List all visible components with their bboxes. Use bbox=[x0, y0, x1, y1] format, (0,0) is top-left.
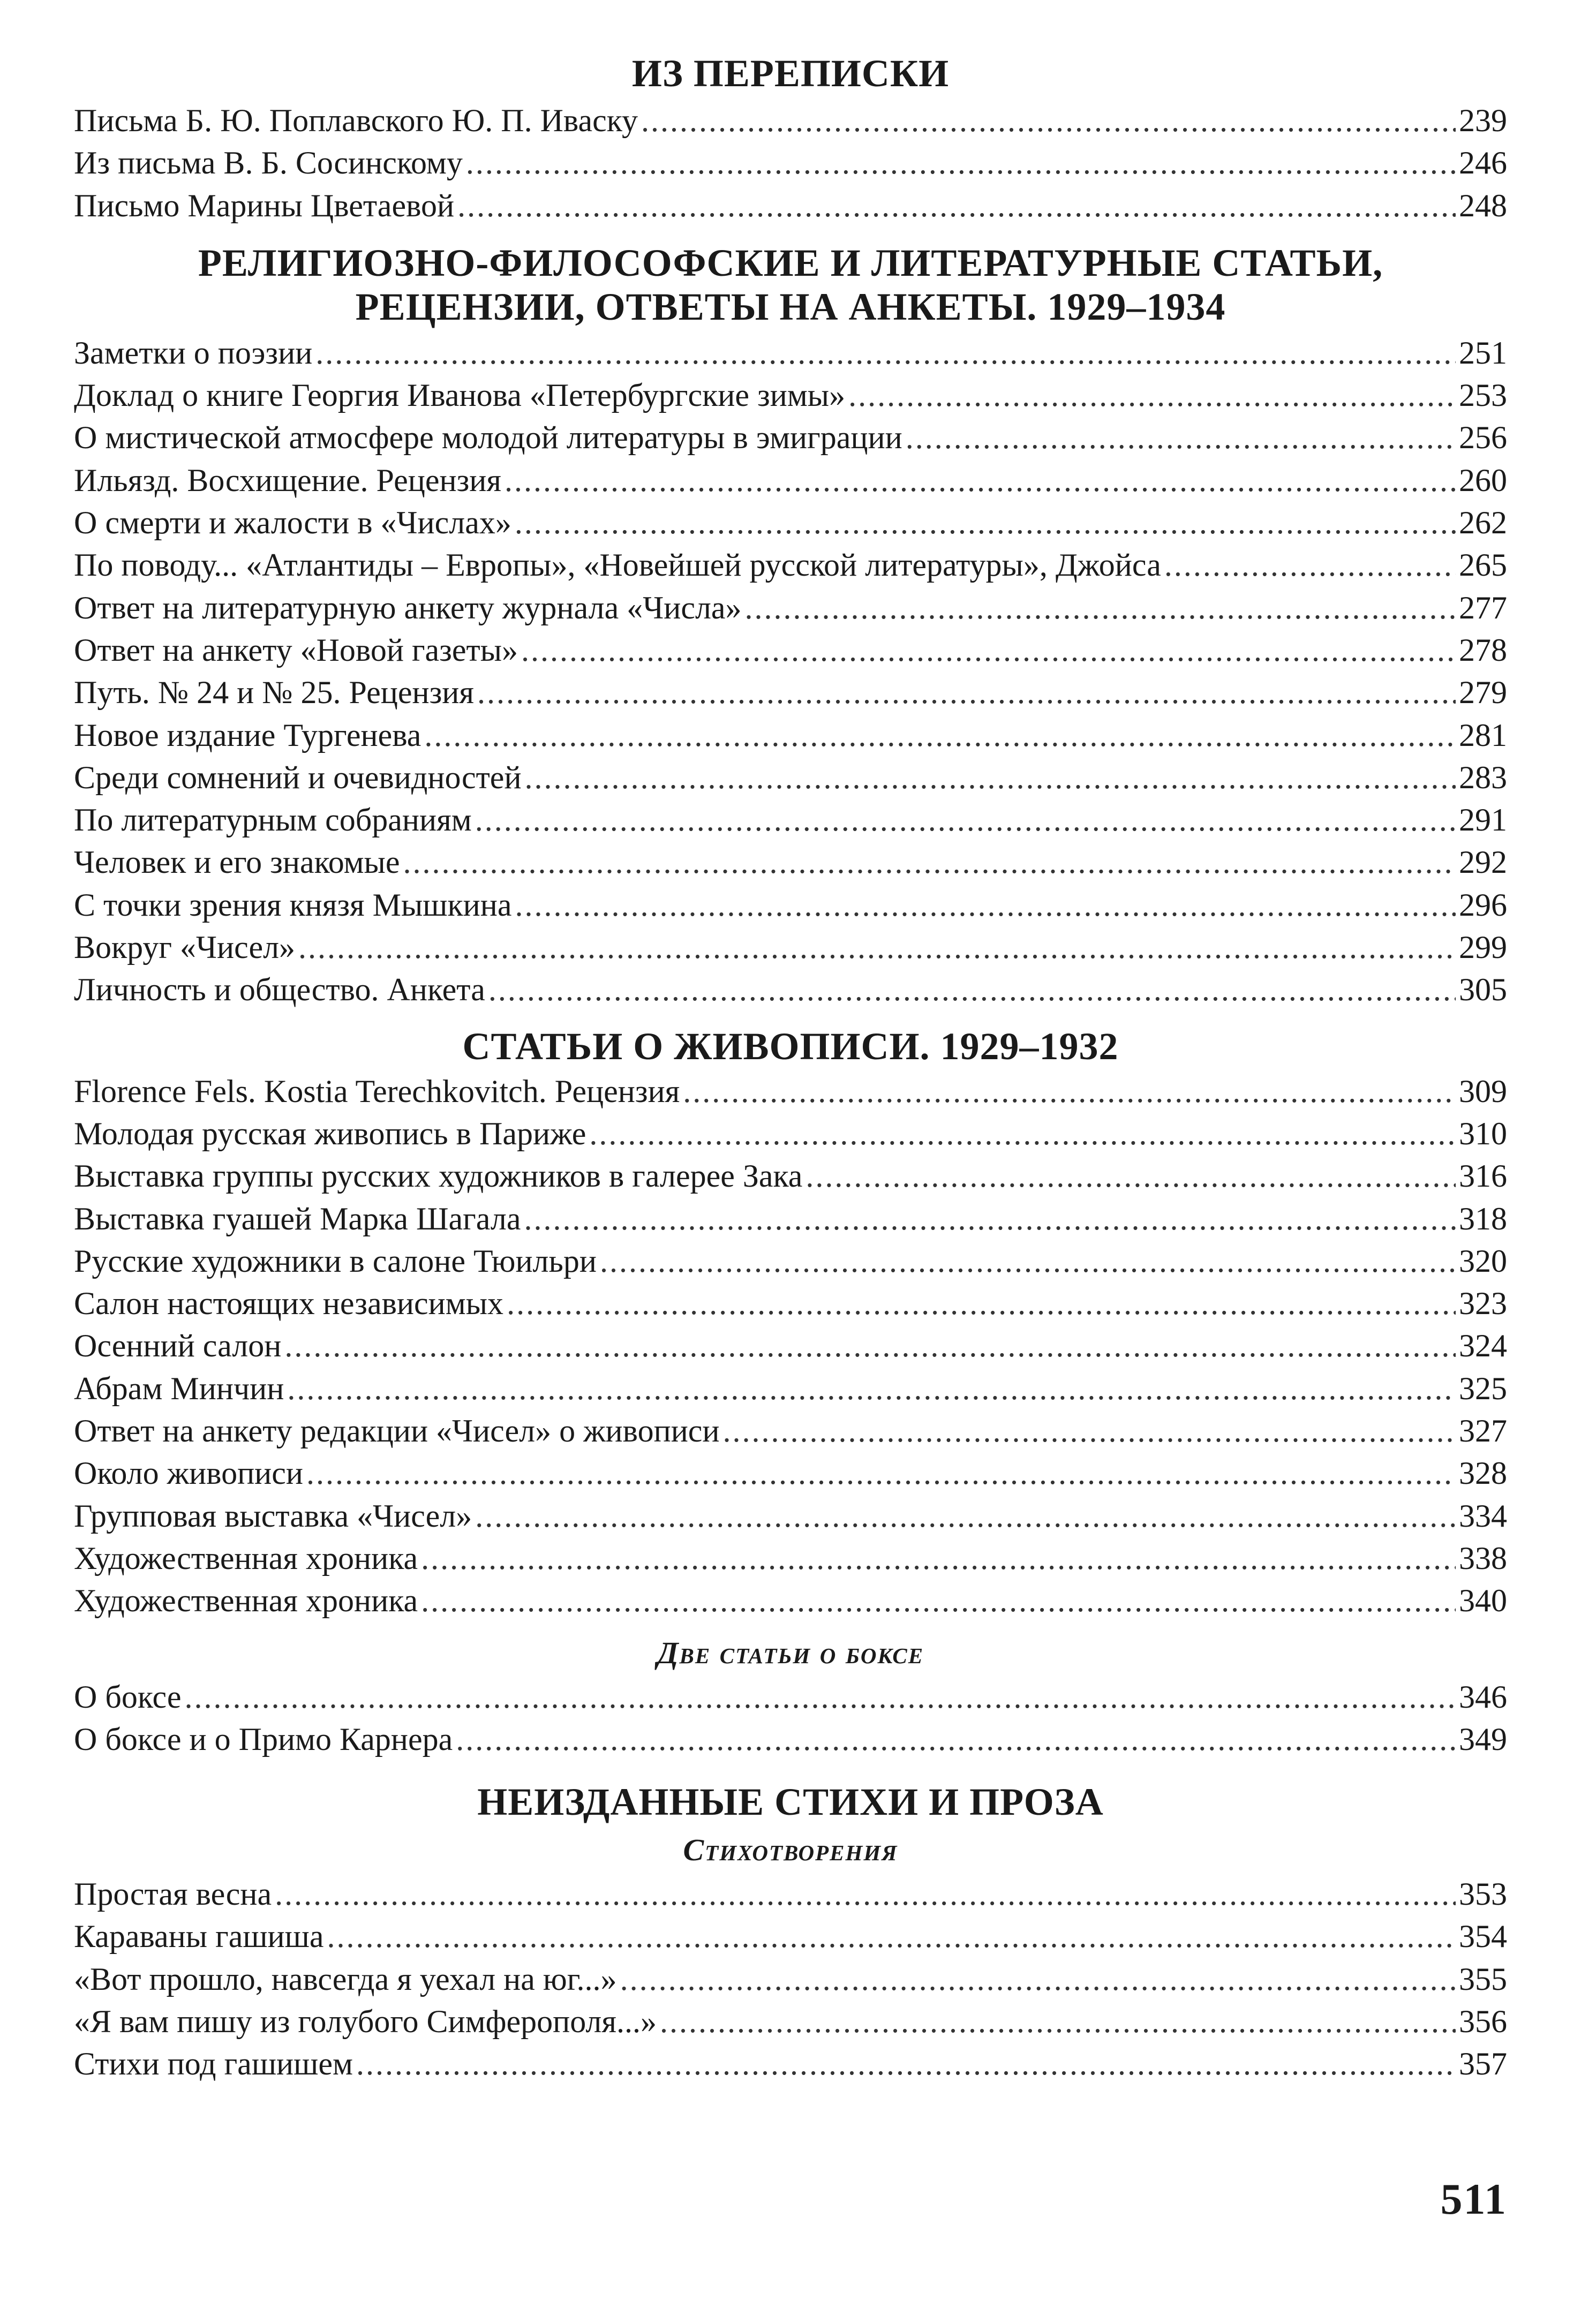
dot-leader bbox=[745, 587, 1456, 629]
entry-title: Художественная хроника bbox=[74, 1583, 418, 1619]
table-of-contents bbox=[74, 51, 1507, 2086]
entry-title: Заметки о поэзии bbox=[74, 335, 313, 371]
entry-page-number: 305 bbox=[1459, 972, 1507, 1008]
toc-entry bbox=[74, 1113, 1507, 1155]
dot-leader bbox=[475, 1495, 1456, 1537]
toc-entry bbox=[74, 1452, 1507, 1495]
section-heading: НЕИЗДАННЫЕ СТИХИ И ПРОЗА bbox=[477, 1780, 1104, 1824]
toc-entry bbox=[74, 2001, 1507, 2043]
toc-entry bbox=[74, 1368, 1507, 1410]
toc-entry bbox=[74, 799, 1507, 841]
section-heading: РЕЦЕНЗИИ, ОТВЕТЫ НА АНКЕТЫ. 1929–1934 bbox=[355, 285, 1226, 328]
toc-section bbox=[74, 1780, 1507, 2085]
entry-title: Письма Б. Ю. Поплавского Ю. П. Иваску bbox=[74, 103, 638, 138]
entry-page-number: 355 bbox=[1459, 1961, 1507, 1997]
toc-entry bbox=[74, 502, 1507, 544]
entry-title: Письмо Марины Цветаевой bbox=[74, 187, 455, 223]
section-subheading: Две статьи о боксе bbox=[657, 1635, 924, 1670]
entry-title: О смерти и жалости в «Числах» bbox=[74, 505, 511, 541]
dot-leader bbox=[284, 1325, 1456, 1367]
toc-entry bbox=[74, 587, 1507, 629]
entry-title: Стихи под гашишем bbox=[74, 2046, 353, 2082]
entry-page-number: 356 bbox=[1459, 2003, 1507, 2039]
dot-leader bbox=[421, 1537, 1456, 1580]
entry-page-number: 323 bbox=[1459, 1286, 1507, 1322]
entry-page-number: 278 bbox=[1459, 632, 1507, 668]
entry-page-number: 277 bbox=[1459, 590, 1507, 625]
entry-title: «Я вам пишу из голубого Симферополя...» bbox=[74, 2003, 657, 2039]
dot-leader bbox=[403, 841, 1456, 884]
dot-leader bbox=[683, 1070, 1456, 1113]
page-number-folio: 511 bbox=[1440, 2175, 1507, 2223]
entry-page-number: 281 bbox=[1459, 717, 1507, 753]
dot-leader bbox=[477, 671, 1456, 714]
entry-page-number: 309 bbox=[1459, 1073, 1507, 1109]
dot-leader bbox=[488, 969, 1456, 1011]
dot-leader bbox=[421, 1580, 1456, 1622]
toc-entry bbox=[74, 142, 1507, 184]
toc-entry bbox=[74, 629, 1507, 671]
dot-leader bbox=[356, 2043, 1456, 2085]
toc-entry bbox=[74, 1410, 1507, 1452]
entry-page-number: 318 bbox=[1459, 1201, 1507, 1236]
entry-title: Ответ на анкету редакции «Чисел» о живописи bbox=[74, 1413, 720, 1449]
entry-title: Доклад о книге Георгия Иванова «Петербургские зимы» bbox=[74, 378, 846, 413]
dot-leader bbox=[315, 332, 1456, 374]
entry-page-number: 346 bbox=[1459, 1679, 1507, 1715]
entry-page-number: 291 bbox=[1459, 802, 1507, 838]
toc-entry bbox=[74, 1580, 1507, 1622]
entry-page-number: 334 bbox=[1459, 1498, 1507, 1534]
dot-leader bbox=[525, 757, 1456, 799]
toc-entry bbox=[74, 1325, 1507, 1367]
entry-page-number: 316 bbox=[1459, 1158, 1507, 1194]
entry-page-number: 349 bbox=[1459, 1721, 1507, 1757]
dot-leader bbox=[600, 1240, 1456, 1282]
entry-title: Ильязд. Восхищение. Рецензия bbox=[74, 462, 501, 498]
entry-page-number: 357 bbox=[1459, 2046, 1507, 2082]
dot-leader bbox=[475, 799, 1456, 841]
toc-entry bbox=[74, 1676, 1507, 1718]
entry-page-number: 251 bbox=[1459, 335, 1507, 371]
entry-title: Ответ на анкету «Новой газеты» bbox=[74, 632, 518, 668]
toc-entry bbox=[74, 926, 1507, 969]
entry-title: Русские художники в салоне Тюильри bbox=[74, 1243, 597, 1279]
entry-page-number: 248 bbox=[1459, 187, 1507, 223]
toc-entry bbox=[74, 1495, 1507, 1537]
section-heading: СТАТЬИ О ЖИВОПИСИ. 1929–1932 bbox=[462, 1024, 1119, 1068]
dot-leader bbox=[456, 1718, 1456, 1761]
toc-entry bbox=[74, 1240, 1507, 1282]
entry-list bbox=[74, 1070, 1507, 1623]
dot-leader bbox=[185, 1676, 1456, 1718]
dot-leader bbox=[327, 1915, 1456, 1958]
entry-title: Около живописи bbox=[74, 1455, 304, 1491]
entry-title: Абрам Минчин bbox=[74, 1370, 284, 1406]
entry-page-number: 340 bbox=[1459, 1583, 1507, 1619]
entry-title: Салон настоящих независимых bbox=[74, 1286, 504, 1322]
entry-title: По литературным собраниям bbox=[74, 802, 472, 838]
entry-page-number: 283 bbox=[1459, 759, 1507, 795]
toc-section bbox=[74, 1024, 1507, 1761]
dot-leader bbox=[906, 417, 1456, 459]
entry-page-number: 310 bbox=[1459, 1115, 1507, 1151]
entry-page-number: 320 bbox=[1459, 1243, 1507, 1279]
toc-entry bbox=[74, 671, 1507, 714]
entry-page-number: 328 bbox=[1459, 1455, 1507, 1491]
toc-entry bbox=[74, 1915, 1507, 1958]
entry-list bbox=[74, 1873, 1507, 2085]
toc-section bbox=[74, 241, 1507, 1012]
dot-leader bbox=[641, 100, 1456, 142]
dot-leader bbox=[457, 185, 1456, 227]
entry-title: Вокруг «Чисел» bbox=[74, 930, 296, 965]
entry-page-number: 265 bbox=[1459, 547, 1507, 583]
entry-title: Осенний салон bbox=[74, 1328, 282, 1364]
entry-title: Florence Fels. Kostia Terechkovitch. Рецензия bbox=[74, 1073, 680, 1109]
dot-leader bbox=[466, 142, 1456, 184]
entry-page-number: 324 bbox=[1459, 1328, 1507, 1364]
entry-page-number: 262 bbox=[1459, 505, 1507, 541]
entry-title: Путь. № 24 и № 25. Рецензия bbox=[74, 675, 474, 711]
entry-title: Личность и общество. Анкета bbox=[74, 972, 485, 1008]
entry-list bbox=[74, 100, 1507, 227]
entry-list bbox=[74, 1676, 1507, 1761]
dot-leader bbox=[515, 502, 1456, 544]
toc-entry bbox=[74, 374, 1507, 417]
entry-title: Групповая выставка «Чисел» bbox=[74, 1498, 472, 1534]
entry-title: Выставка гуашей Марка Шагала bbox=[74, 1201, 521, 1236]
entry-page-number: 325 bbox=[1459, 1370, 1507, 1406]
entry-title: Человек и его знакомые bbox=[74, 844, 400, 880]
dot-leader bbox=[620, 1958, 1456, 2001]
entry-page-number: 354 bbox=[1459, 1919, 1507, 1955]
toc-entry bbox=[74, 1070, 1507, 1113]
entry-title: Новое издание Тургенева bbox=[74, 717, 421, 753]
entry-page-number: 256 bbox=[1459, 420, 1507, 456]
toc-entry bbox=[74, 884, 1507, 926]
dot-leader bbox=[589, 1113, 1456, 1155]
toc-entry bbox=[74, 1718, 1507, 1761]
dot-leader bbox=[507, 1282, 1456, 1325]
entry-page-number: 239 bbox=[1459, 103, 1507, 138]
entry-title: О боксе и о Примо Карнера bbox=[74, 1721, 453, 1757]
dot-leader bbox=[505, 459, 1456, 502]
dot-leader bbox=[287, 1368, 1456, 1410]
toc-entry bbox=[74, 1155, 1507, 1197]
entry-page-number: 353 bbox=[1459, 1876, 1507, 1912]
toc-entry bbox=[74, 1958, 1507, 2001]
entry-title: «Вот прошло, навсегда я уехал на юг...» bbox=[74, 1961, 617, 1997]
toc-entry bbox=[74, 1198, 1507, 1240]
entry-title: По поводу... «Атлантиды – Европы», «Новейшей русской литературы», Джойса bbox=[74, 547, 1161, 583]
dot-leader bbox=[1164, 544, 1456, 586]
dot-leader bbox=[275, 1873, 1456, 1915]
entry-page-number: 299 bbox=[1459, 930, 1507, 965]
toc-entry bbox=[74, 185, 1507, 227]
entry-list bbox=[74, 332, 1507, 1012]
toc-section bbox=[74, 51, 1507, 227]
entry-title: С точки зрения князя Мышкина bbox=[74, 887, 512, 923]
dot-leader bbox=[805, 1155, 1456, 1197]
entry-page-number: 327 bbox=[1459, 1413, 1507, 1449]
toc-entry bbox=[74, 459, 1507, 502]
toc-entry bbox=[74, 969, 1507, 1011]
dot-leader bbox=[424, 714, 1456, 757]
entry-page-number: 338 bbox=[1459, 1540, 1507, 1576]
dot-leader bbox=[848, 374, 1456, 417]
section-subheading: Стихотворения bbox=[683, 1832, 898, 1868]
toc-entry bbox=[74, 417, 1507, 459]
entry-title: Караваны гашиша bbox=[74, 1919, 324, 1955]
toc-entry bbox=[74, 841, 1507, 884]
entry-page-number: 246 bbox=[1459, 145, 1507, 181]
entry-title: Выставка группы русских художников в галерее Зака bbox=[74, 1158, 803, 1194]
entry-title: Среди сомнений и очевидностей bbox=[74, 759, 522, 795]
entry-page-number: 260 bbox=[1459, 462, 1507, 498]
entry-title: Молодая русская живопись в Париже bbox=[74, 1115, 586, 1151]
entry-page-number: 253 bbox=[1459, 378, 1507, 413]
section-heading: РЕЛИГИОЗНО-ФИЛОСОФСКИЕ И ЛИТЕРАТУРНЫЕ СТАТЬИ, bbox=[198, 241, 1383, 284]
toc-entry bbox=[74, 544, 1507, 586]
entry-page-number: 296 bbox=[1459, 887, 1507, 923]
section-heading: ИЗ ПЕРЕПИСКИ bbox=[631, 52, 950, 95]
entry-title: Ответ на литературную анкету журнала «Числа» bbox=[74, 590, 742, 625]
entry-title: Из письма В. Б. Сосинскому bbox=[74, 145, 463, 181]
entry-title: О боксе bbox=[74, 1679, 182, 1715]
entry-title: Художественная хроника bbox=[74, 1540, 418, 1576]
entry-title: О мистической атмосфере молодой литературы в эмиграции bbox=[74, 420, 902, 456]
entry-page-number: 279 bbox=[1459, 675, 1507, 711]
toc-entry bbox=[74, 1282, 1507, 1325]
dot-leader bbox=[306, 1452, 1456, 1495]
dot-leader bbox=[660, 2001, 1456, 2043]
toc-entry bbox=[74, 332, 1507, 374]
dot-leader bbox=[723, 1410, 1456, 1452]
toc-entry bbox=[74, 1537, 1507, 1580]
toc-entry bbox=[74, 714, 1507, 757]
dot-leader bbox=[524, 1198, 1456, 1240]
entry-title: Простая весна bbox=[74, 1876, 272, 1912]
entry-page-number: 292 bbox=[1459, 844, 1507, 880]
toc-entry bbox=[74, 2043, 1507, 2085]
dot-leader bbox=[521, 629, 1456, 671]
toc-entry bbox=[74, 757, 1507, 799]
dot-leader bbox=[515, 884, 1456, 926]
toc-entry bbox=[74, 1873, 1507, 1915]
toc-entry bbox=[74, 100, 1507, 142]
dot-leader bbox=[298, 926, 1456, 969]
